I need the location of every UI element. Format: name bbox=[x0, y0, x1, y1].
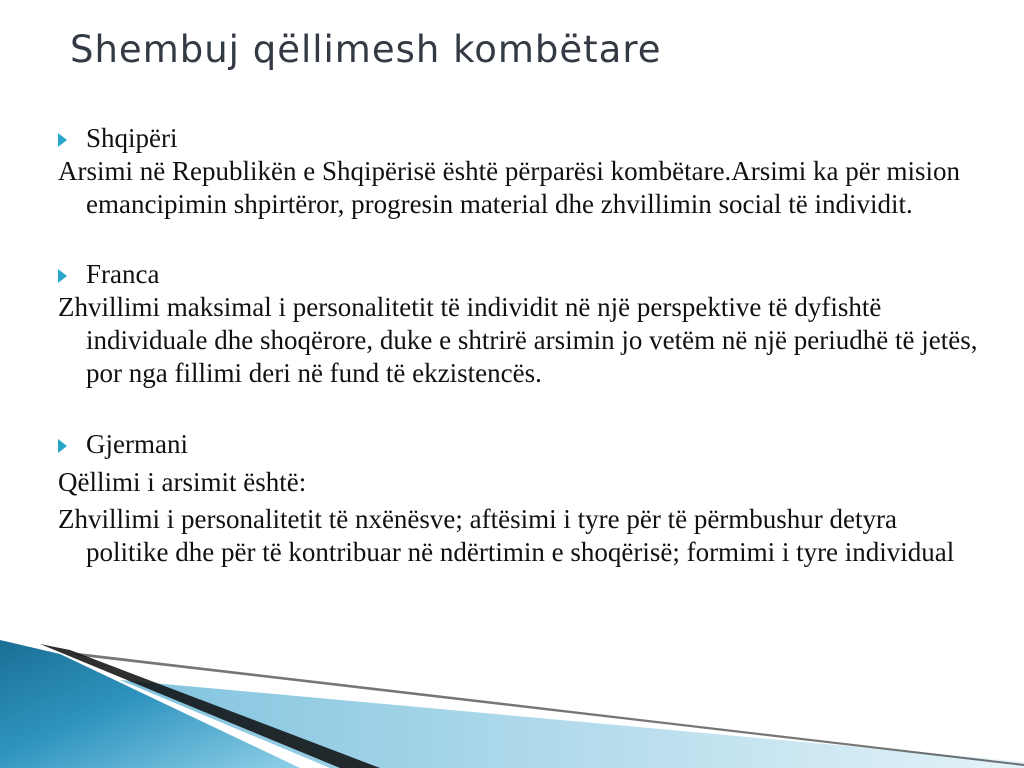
bullet-arrow-icon bbox=[58, 439, 67, 453]
section-paragraph: Qëllimi i arsimit është: bbox=[58, 467, 307, 497]
section-paragraph: Arsimi në Republikën e Shqipërisë është përparësi kombëtare.Arsimi ka për mision emancipimin shpirtëror, progresin material dhe zhvillimin social të individit. bbox=[58, 156, 961, 219]
section-heading-text: Shqipëri bbox=[86, 123, 178, 153]
section-heading-text: Gjermani bbox=[86, 429, 188, 459]
section-heading bbox=[58, 428, 978, 461]
bullet-arrow-icon bbox=[58, 133, 67, 147]
decorative-wave bbox=[0, 640, 1024, 768]
section-france bbox=[58, 258, 978, 390]
section-heading bbox=[58, 122, 978, 155]
slide-title: Shembuj qëllimesh kombëtare bbox=[70, 28, 662, 71]
slide-content bbox=[58, 122, 978, 569]
section-heading-text: Franca bbox=[86, 259, 160, 289]
section-albania bbox=[58, 122, 978, 221]
section-paragraph: Zhvillimi i personalitetit të nxënësve; aftësimi i tyre për të përmbushur detyra politike dhe për të kontribuar në ndërtimin e shoqërisë; formimi i tyre individual bbox=[58, 504, 955, 567]
section-heading bbox=[58, 258, 978, 291]
bullet-arrow-icon bbox=[58, 269, 67, 283]
section-paragraph: Zhvillimi maksimal i personalitetit të individit në një perspektive të dyfishtë individuale dhe shoqërore, duke e shtrirë arsimin jo vetëm në një periudhë të jetës, por nga fillimi deri në fund të ekzistencës. bbox=[58, 292, 978, 388]
section-germany bbox=[58, 428, 978, 569]
